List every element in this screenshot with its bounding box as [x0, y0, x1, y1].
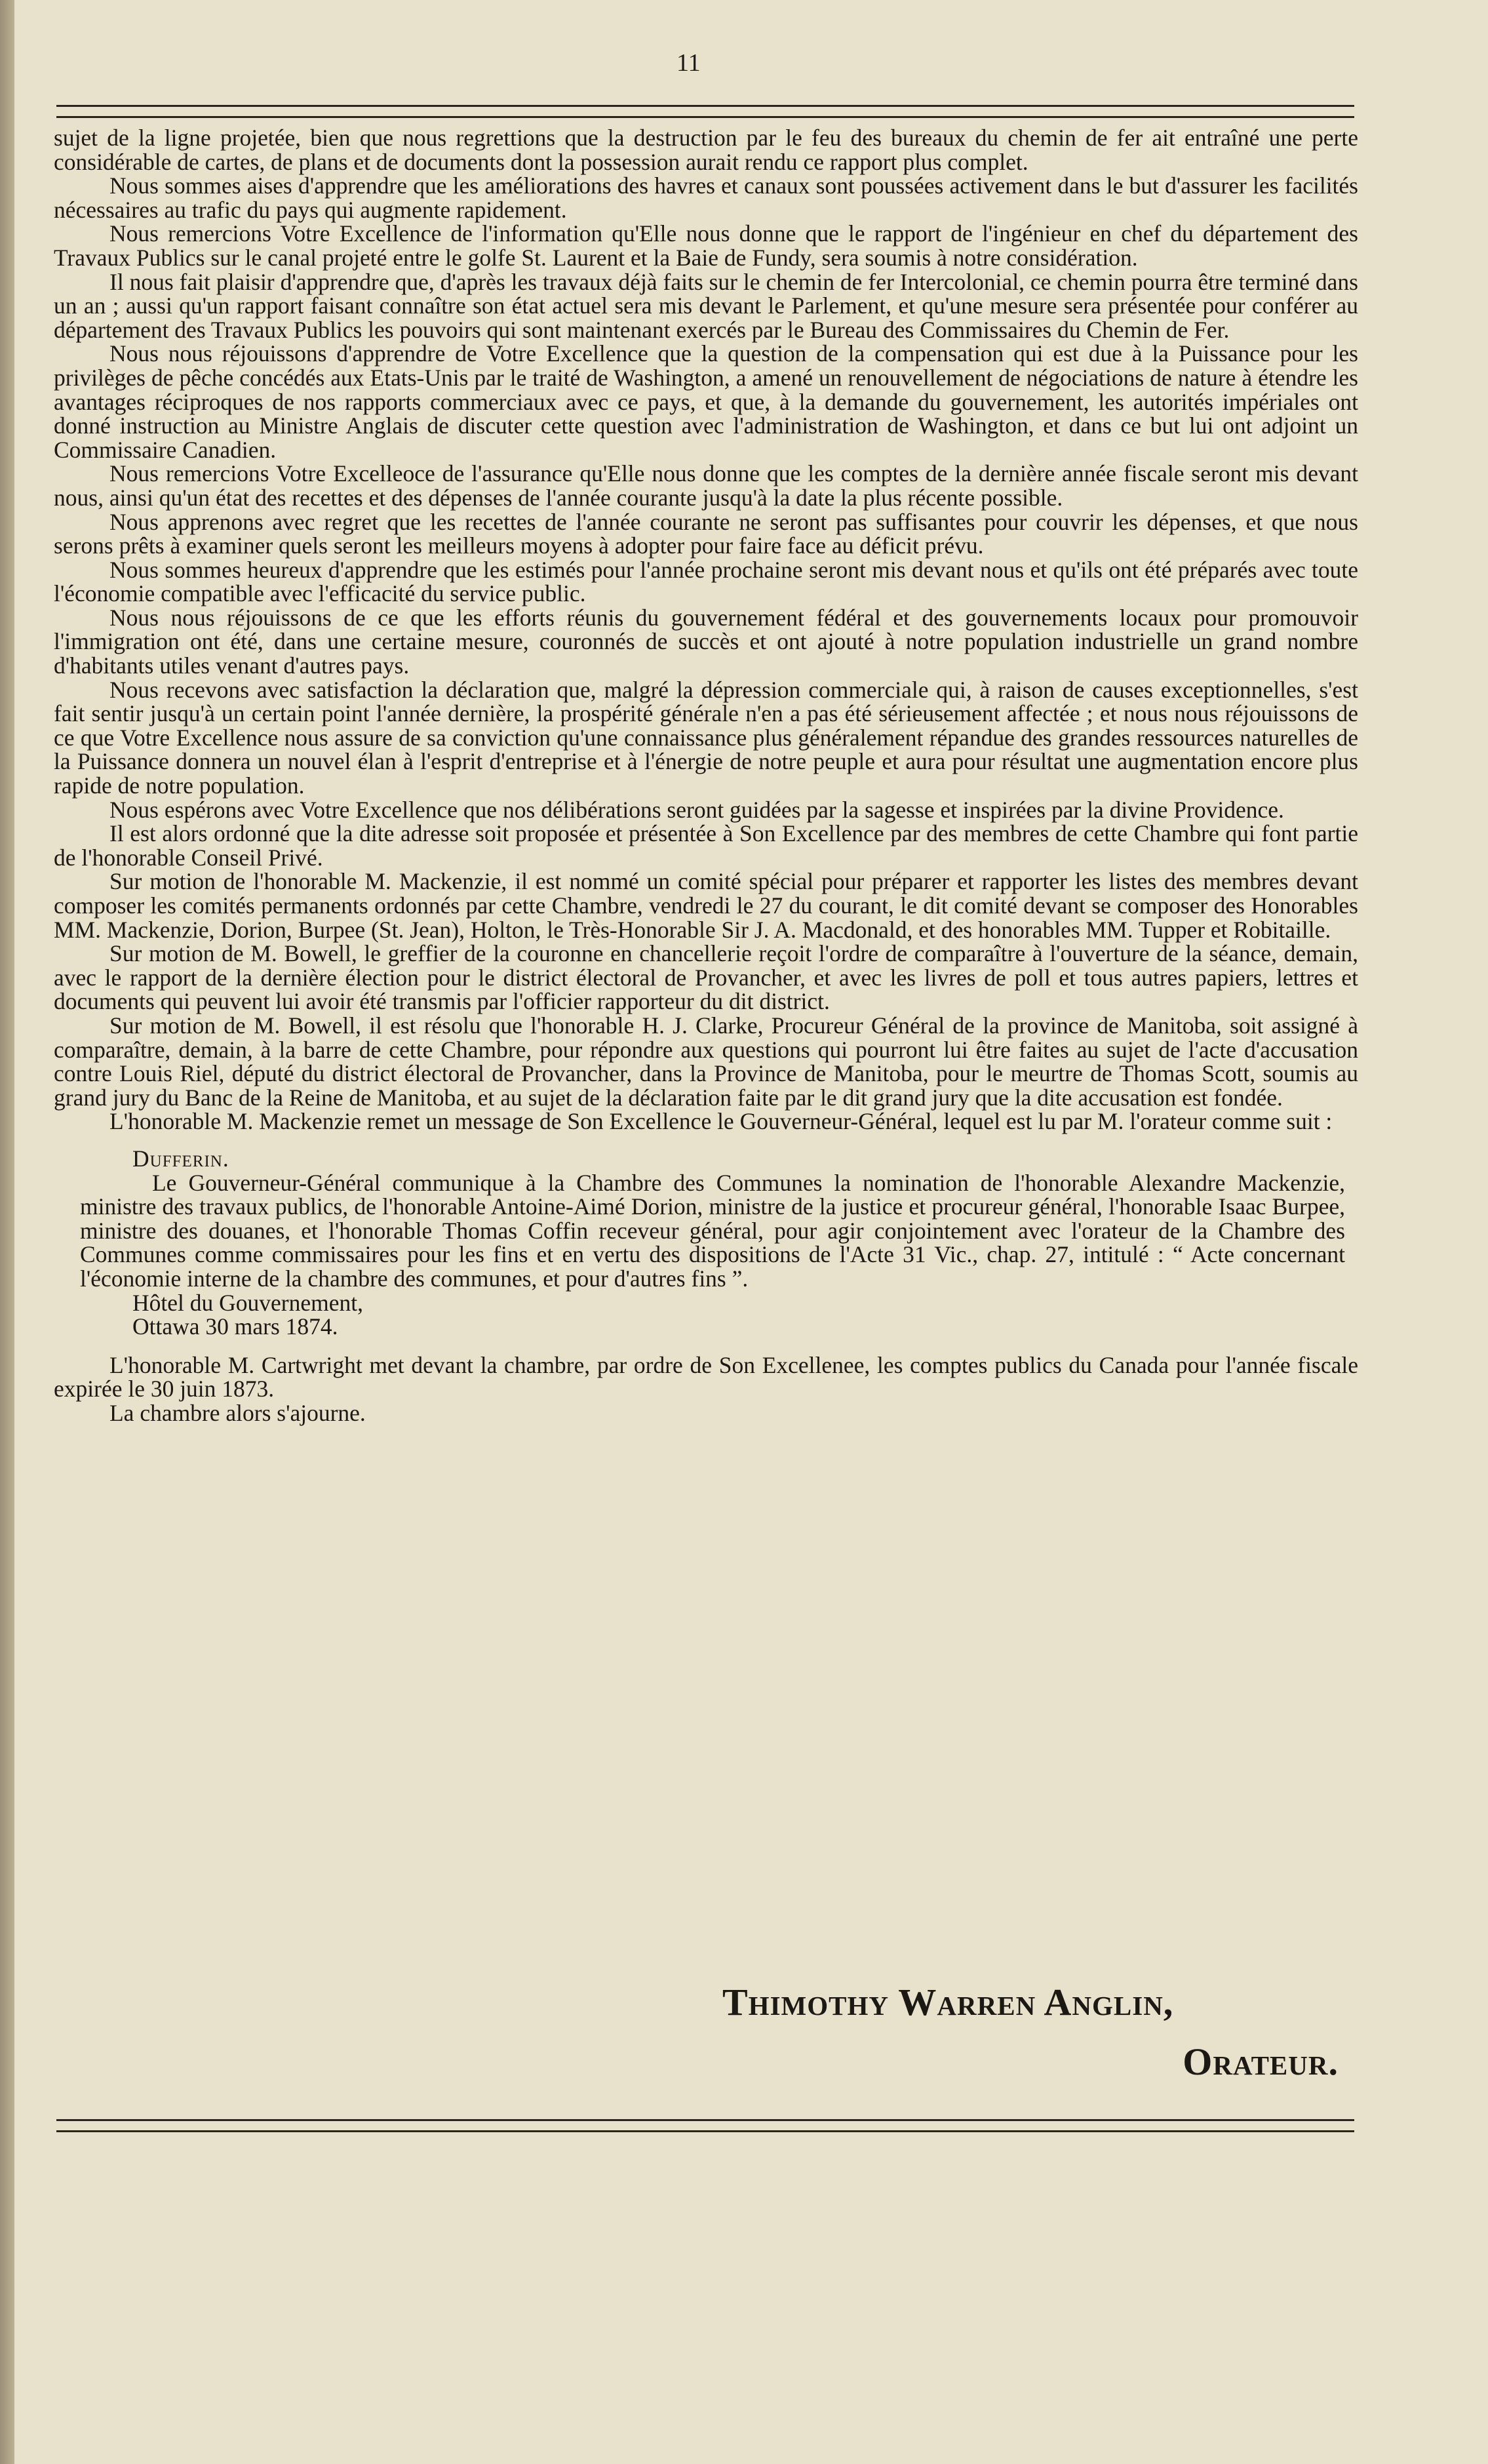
body-text: [54, 126, 1358, 1425]
paragraph: Nous apprenons avec regret que les recettes de l'année courante ne seront pas suffisantes pour couvrir les dépenses, et que nous serons prêts à examiner quels seront les meilleurs moyens à adopter pour faire face au déficit prévu.: [54, 508, 1358, 559]
paragraph: Nous recevons avec satisfaction la déclaration que, malgré la dépression commerciale qui, à raison de causes exceptionnelles, s'est fait sentir jusqu'à un certain point l'année dernière, la prospérité générale n'en a pas été sérieusement affectée ; et nous nous réjouissons de ce que Votre Excellence nous assure de sa conviction qu'une connaissance plus généralement répandue des grandes ressources naturelles de la Puissance donnera un nouvel élan à l'esprit d'entreprise et à l'énergie de notre peuple et aura pour résultat une augmentation encore plus rapide de notre population.: [54, 676, 1358, 799]
paragraph: Nous espérons avec Votre Excellence que nos délibérations seront guidées par la sagesse et inspirées par la divine Providence.: [109, 796, 1284, 823]
message-signature: Dufferin.: [132, 1145, 229, 1172]
speaker-title: Orateur.: [1183, 2040, 1339, 2083]
speaker-name: Thimothy Warren Anglin,: [722, 1981, 1174, 2023]
paragraph: Nous nous réjouissons de ce que les efforts réunis du gouvernement fédéral et des gouvernements locaux pour promouvoir l'immigration ont été, dans une certaine mesure, couronnés de succès et ont ajouté à notre population industrielle un grand nombre d'habitants utiles venant d'autres pays.: [54, 604, 1358, 679]
paragraph: Sur motion de l'honorable M. Mackenzie, il est nommé un comité spécial pour préparer et rapporter les listes des membres devant composer les comités permanents ordonnés par cette Chambre, vendredi le 27 du courant, le dit comité devant se composer des Honorables MM. Mackenzie, Dorion, Burpee (St. Jean), Holton, le Très-Honorable Sir J. A. Macdonald, et des honorables MM. Tupper et Robitaille.: [54, 868, 1358, 943]
paragraph: Il nous fait plaisir d'apprendre que, d'après les travaux déjà faits sur le chemin de fer Intercolonial, ce chemin pourra être terminé dans un an ; aussi qu'un rapport faisant connaître son état actuel sera mis devant le Parlement, et qu'une mesure sera présentée pour conférer au département des Travaux Publics les pouvoirs qui sont maintenant exercés par le Bureau des Commissaires du Chemin de Fer.: [54, 268, 1358, 343]
paragraph: Nous remercions Votre Excelleoce de l'assurance qu'Elle nous donne que les comptes de la dernière année fiscale seront mis devant nous, ainsi qu'un état des recettes et des dépenses de l'année courante jusqu'à la date la plus récente possible.: [54, 460, 1358, 511]
paragraph: Nous sommes heureux d'apprendre que les estimés pour l'année prochaine seront mis devant nous et qu'ils ont été préparés avec toute l'économie compatible avec l'efficacité du service public.: [54, 556, 1358, 607]
paragraph: Sur motion de M. Bowell, le greffier de la couronne en chancellerie reçoit l'ordre de comparaître à l'ouverture de la séance, demain, avec le rapport de la dernière élection pour le district électoral de Provancher, et avec les livres de poll et tous autres papiers, lettres et documents qui peuvent lui avoir été transmis par l'officier rapporteur du dit district.: [54, 940, 1358, 1015]
spacer: [54, 1339, 1358, 1353]
speaker-signature: [716, 1980, 1352, 2084]
footer-rule: [56, 2119, 1354, 2132]
paragraph: Nous nous réjouissons d'apprendre de Votre Excellence que la question de la compensation qui est due à la Puissance pour les privilèges de pêche concédés aux Etats-Unis par le traité de Washington, a amené un renouvellement de négociations de nature à étendre les avantages réciproques de nos rapports commerciaux avec ce pays, et que, à la demande du gouvernement, les autorités impériales ont donné instruction au Ministre Anglais de discuter cette question avec l'administration de Washington, et dans ce but lui ont adjoint un Commissaire Canadien.: [54, 340, 1358, 463]
paragraph: Il est alors ordonné que la dite adresse soit proposée et présentée à Son Excellence par des membres de cette Chambre qui font partie de l'honorable Conseil Privé.: [54, 820, 1358, 871]
binding-gutter: [0, 0, 14, 2464]
header-rule: [56, 105, 1354, 118]
page-number: 11: [676, 49, 701, 77]
paragraph: sujet de la ligne projetée, bien que nous regrettions que la destruction par le feu des bureaux du chemin de fer ait entraîné une perte considérable de cartes, de plans et de documents dont la possession aurait rendu ce rapport plus complet.: [54, 125, 1358, 175]
message-body: Le Gouverneur-Général communique à la Chambre des Communes la nomination de l'honorable Alexandre Mackenzie, ministre des travaux publics, de l'honorable Antoine-Aimé Dorion, ministre de la justice et procureur général, l'honorable Isaac Burpee, ministre des douanes, et l'honorable Thomas Coffin receveur général, pour agir conjointement avec l'orateur de la Chambre des Communes comme commissaires pour les fins et en vertu des dispositions de l'Acte 31 Vic., chap. 27, intitulé : “ Acte concernant l'économie interne de la chambre des communes, et pour d'autres fins ”.: [80, 1169, 1345, 1292]
document-page: [14, 0, 1488, 2464]
paragraph: L'honorable M. Cartwright met devant la chambre, par ordre de Son Excellenee, les comptes publics du Canada pour l'année fiscale expirée le 30 juin 1873.: [54, 1351, 1358, 1402]
paragraph: Nous remercions Votre Excellence de l'information qu'Elle nous donne que le rapport de l'ingénieur en chef du département des Travaux Publics sur le canal projeté entre le golfe St. Laurent et la Baie de Fundy, sera soumis à notre considération.: [54, 220, 1358, 271]
message-date: Ottawa 30 mars 1874.: [132, 1313, 338, 1340]
message-place: Hôtel du Gouvernement,: [132, 1289, 363, 1316]
paragraph: La chambre alors s'ajourne.: [109, 1399, 366, 1426]
governor-message: [54, 1147, 1358, 1339]
paragraph: Nous sommes aises d'apprendre que les améliorations des havres et canaux sont poussées activement dans le but d'assurer les facilités nécessaires au trafic du pays qui augmente rapidement.: [54, 172, 1358, 223]
paragraph: Sur motion de M. Bowell, il est résolu que l'honorable H. J. Clarke, Procureur Général de la province de Manitoba, soit assigné à comparaître, demain, à la barre de cette Chambre, pour répondre aux questions qui pourront lui être faites au sujet de l'acte d'accusation contre Louis Riel, député du district électoral de Provancher, dans la Province de Manitoba, pour le meurtre de Thomas Scott, soumis au grand jury du Banc de la Reine de Manitoba, et au sujet de la déclaration faite par le dit grand jury que la dite accusation est fondée.: [54, 1012, 1358, 1111]
paragraph: L'honorable M. Mackenzie remet un message de Son Excellence le Gouverneur-Général, lequel est lu par M. l'orateur comme suit :: [109, 1108, 1333, 1135]
